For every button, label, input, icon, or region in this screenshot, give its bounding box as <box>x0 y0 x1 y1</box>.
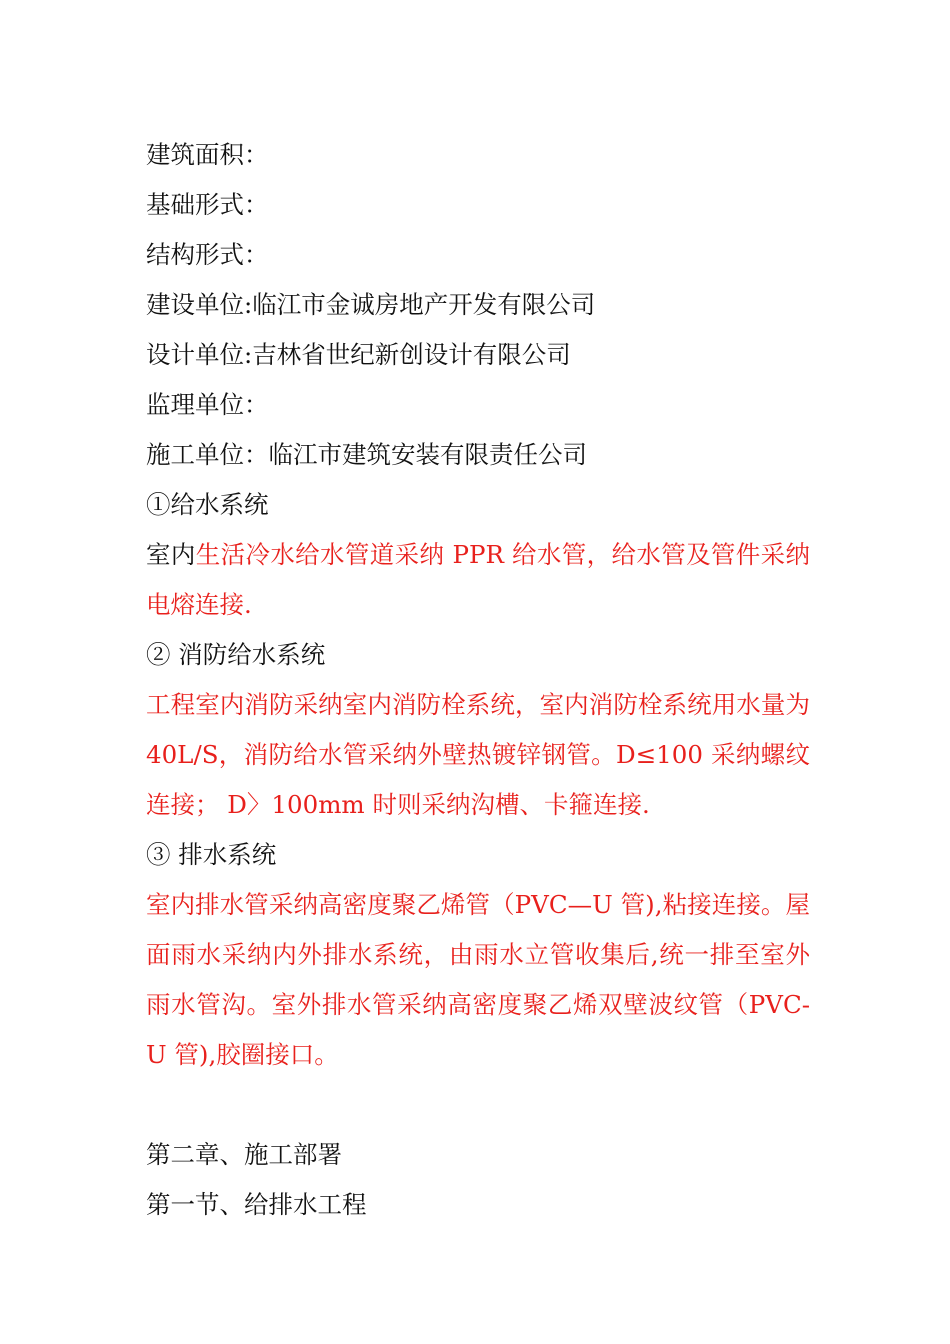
fire-water-paragraph: 工程室内消防采纳室内消防栓系统，室内消防栓系统用水量为 40L/S，消防给水管采纳外壁热镀锌钢管。D≤100 采纳螺纹连接； D〉100mm 时则采纳沟槽、卡箍连接. <box>146 690 810 819</box>
drainage-paragraph: 室内排水管采纳高密度聚乙烯管（PVC—U 管),粘接连接。屋面雨水采纳内外排水系统，由雨水立管收集后,统一排至室外雨水管沟。室外排水管采纳高密度聚乙烯双壁波纹管（PVC-U 管),胶圈接口。 <box>146 890 810 1069</box>
chapter-title: 第二章、施工部署 <box>146 1140 342 1169</box>
water-supply-heading: ①给水系统 <box>146 490 269 519</box>
water-supply-paragraph <box>146 530 810 630</box>
owner-unit: 建设单位:临江市金诚房地产开发有限公司 <box>146 290 596 319</box>
paragraph-spacer <box>146 1080 810 1130</box>
building-area-label: 建筑面积： <box>146 140 269 169</box>
design-unit: 设计单位:吉林省世纪新创设计有限公司 <box>146 340 571 369</box>
fire-water-heading: ② 消防给水系统 <box>146 640 326 669</box>
structure-type-label: 结构形式： <box>146 240 269 269</box>
drainage-heading: ③ 排水系统 <box>146 840 277 869</box>
foundation-type-label: 基础形式： <box>146 190 269 219</box>
supervision-unit: 监理单位： <box>146 390 269 419</box>
water-supply-text: 生活冷水给水管道采纳 PPR 给水管，给水管及管件采纳电熔连接. <box>146 540 811 619</box>
section-title: 第一节、给排水工程 <box>146 1190 367 1219</box>
document-body <box>146 130 810 1230</box>
water-supply-prefix: 室内 <box>146 540 196 569</box>
construction-unit: 施工单位：临江市建筑安装有限责任公司 <box>146 440 587 469</box>
